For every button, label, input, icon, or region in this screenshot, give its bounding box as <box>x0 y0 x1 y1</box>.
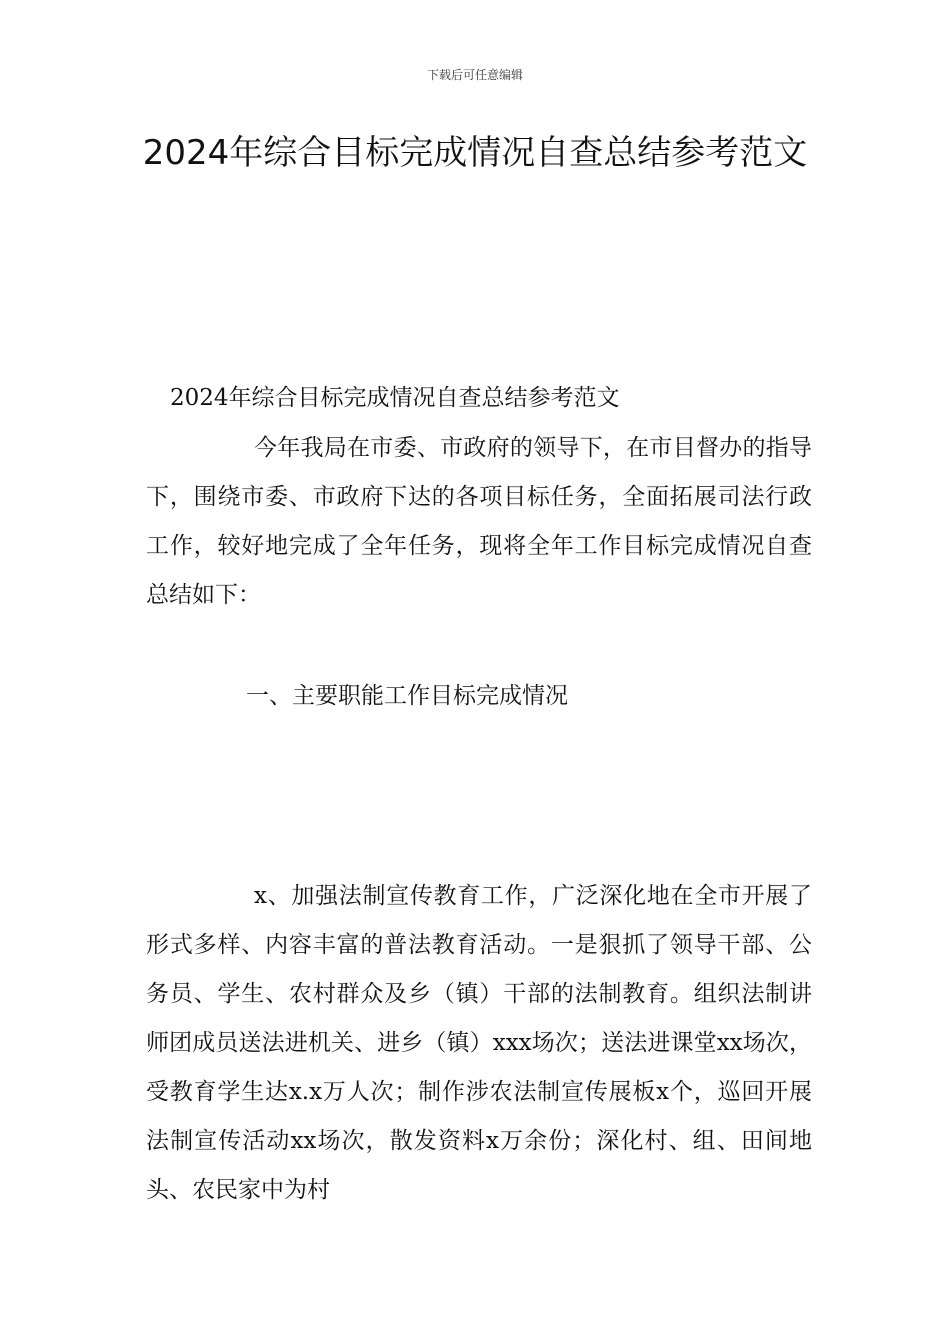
section-heading: 一、主要职能工作目标完成情况 <box>246 683 568 709</box>
document-subtitle: 2024年综合目标完成情况自查总结参考范文 <box>170 385 620 411</box>
header-note: 下载后可任意编辑 <box>426 68 523 82</box>
intro-paragraph: 今年我局在市委、市政府的领导下，在市目督办的指导下，围绕市委、市政府下达的各项目标任务，全面拓展司法行政工作，较好地完成了全年任务，现将全年工作目标完成情况自查总结如下： <box>146 435 812 608</box>
body-paragraph: x、加强法制宣传教育工作，广泛深化地在全市开展了形式多样、内容丰富的普法教育活动。一是狠抓了领导干部、公务员、学生、农村群众及乡（镇）干部的法制教育。组织法制讲师团成员送法进机关、进乡（镇）xxx场次；送法进课堂xx场次，受教育学生达x.x万人次；制作涉农法制宣传展板x个，巡回开展法制宣传活动xx场次，散发资料x万余份；深化村、组、田间地头、农民家中为村 <box>146 883 812 1203</box>
document-title: 2024年综合目标完成情况自查总结参考范文 <box>142 133 808 173</box>
